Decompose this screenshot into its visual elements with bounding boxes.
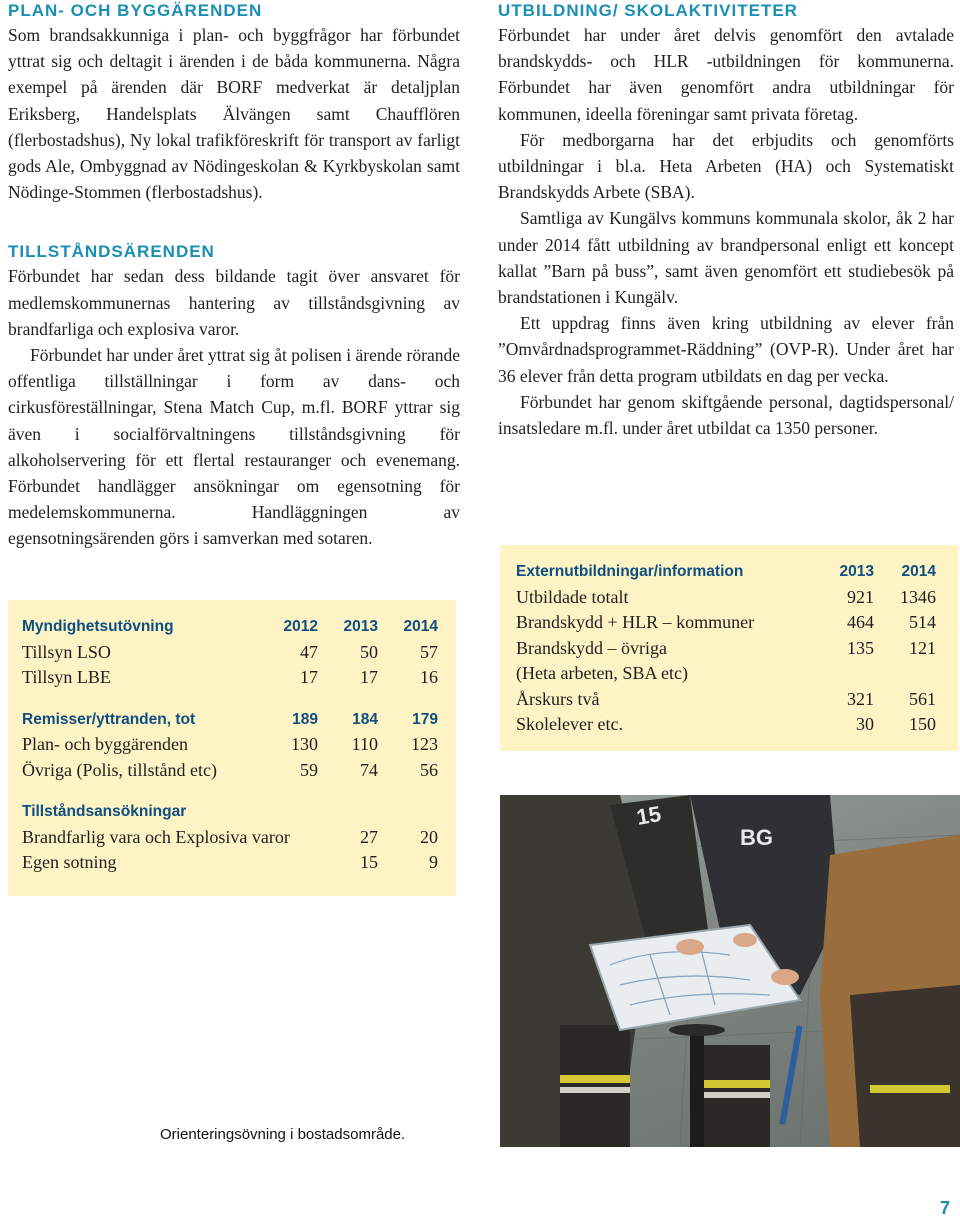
row-value: 1346 bbox=[900, 586, 936, 607]
row-value: 20 bbox=[420, 826, 438, 847]
table-row bbox=[516, 687, 936, 713]
right-column bbox=[498, 0, 954, 441]
table-header-year: 2013 bbox=[343, 618, 378, 635]
row-value: 514 bbox=[909, 612, 936, 632]
table-row bbox=[22, 825, 438, 851]
row-label: Utbildade totalt bbox=[516, 586, 629, 607]
row-value: 30 bbox=[856, 714, 874, 734]
plan-paragraph: Som brandsakkunniga i plan- och byggfrågor har förbundet yttrat sig och deltagit i ärenden i de båda kommunerna. Några exempel på ärenden där BORF medverkat är detaljplan Eriksberg, Handelsplats Älvängen samt Chaufflören (flerbostadshus), Ny lokal trafikföreskrift för transport av farligt gods Ale, Ombyggnad av Nödingeskolan & Kyrkbyskolan samt Nödinge-Stommen (flerbostadshus). bbox=[8, 25, 460, 203]
table-header-year: 2012 bbox=[283, 618, 318, 635]
table-header-row bbox=[22, 799, 438, 825]
table-row bbox=[22, 640, 438, 666]
vest-number: 15 bbox=[634, 801, 663, 830]
table-header-label: Remisser/yttranden, tot bbox=[22, 710, 196, 728]
myndighet-table-box bbox=[8, 600, 456, 896]
table-row bbox=[516, 661, 936, 687]
utbildning-paragraph-5: Förbundet har genom skiftgående personal, dagtidspersonal/ insatsledare m.fl. under året utbildat ca 1350 personer. bbox=[498, 391, 954, 439]
table-header-label: Externutbildningar/information bbox=[516, 563, 744, 580]
row-value: 74 bbox=[360, 759, 378, 780]
table-header-value: 189 bbox=[292, 710, 318, 728]
extern-table bbox=[516, 559, 936, 738]
row-label: Övriga (Polis, tillstånd etc) bbox=[22, 759, 217, 780]
utbildning-paragraph-1: Förbundet har under året delvis genomfört den avtalade brandskydds- och HLR -utbildningen för kommunerna. Förbundet har även genomfört andra utbildningar för kommunen, ideella föreningar samt privata företag. bbox=[498, 25, 954, 124]
row-value: 130 bbox=[291, 734, 318, 754]
table-header-label: Myndighetsutövning bbox=[22, 618, 174, 635]
photo-firefighters bbox=[500, 795, 960, 1147]
utbildning-paragraph-2: För medborgarna har det erbjudits och genomförts utbildningar i bl.a. Heta Arbeten (HA) och Systematiskt Brandskydds Arbete (SBA). bbox=[498, 129, 954, 203]
tillstand-paragraph-1: Förbundet har sedan dess bildande tagit över ansvaret för medlemskommunernas hantering av tillståndsgivning av brandfarliga och explosiva varor. bbox=[8, 266, 460, 339]
row-value: 561 bbox=[909, 688, 936, 709]
row-label: Tillsyn LBE bbox=[22, 667, 111, 687]
row-value: 121 bbox=[909, 637, 936, 658]
row-label: Skolelever etc. bbox=[516, 714, 623, 734]
table-header-value: 184 bbox=[352, 710, 378, 728]
row-value bbox=[804, 661, 874, 687]
table-row bbox=[516, 585, 936, 611]
row-label: Brandskydd – övriga bbox=[516, 637, 667, 658]
utbildning-paragraph-3: Samtliga av Kungälvs kommuns kommunala skolor, åk 2 har under 2014 fått utbildning av brandpersonal enligt ett koncept kallat ”Barn på buss”, samt även genomfört ett studiebesök på brandstationen i Kungälv. bbox=[498, 208, 954, 308]
table-row bbox=[516, 712, 936, 738]
row-value: 15 bbox=[360, 852, 378, 872]
row-label: Egen sotning bbox=[22, 852, 117, 872]
photo-caption: Orienteringsövning i bostadsområde. bbox=[160, 1126, 406, 1143]
section-heading-tillstand: TILLSTÅNDSÄRENDEN bbox=[8, 242, 215, 262]
row-value: 321 bbox=[847, 688, 874, 709]
row-label: Brandfarlig vara och Explosiva varor bbox=[22, 826, 290, 847]
table-header-value: 179 bbox=[412, 710, 438, 728]
row-value: 110 bbox=[351, 734, 378, 754]
table-row bbox=[516, 610, 936, 636]
table-header-row bbox=[22, 614, 438, 640]
table-header-row bbox=[22, 707, 438, 733]
row-value: 56 bbox=[420, 759, 438, 780]
row-value: 27 bbox=[360, 826, 378, 847]
table-row bbox=[22, 732, 438, 758]
table-header-year: 2014 bbox=[403, 618, 438, 635]
row-label: Årskurs två bbox=[516, 688, 600, 709]
row-value: 464 bbox=[847, 612, 874, 632]
row-value: 16 bbox=[420, 667, 438, 687]
section-heading-utbildning: UTBILDNING/ SKOLAKTIVITETER bbox=[498, 1, 798, 20]
row-value: 17 bbox=[360, 667, 378, 687]
table-header-label: Tillståndsansökningar bbox=[22, 803, 187, 820]
table-header-year: 2014 bbox=[901, 563, 936, 580]
photo-illustration bbox=[500, 795, 960, 1147]
row-label: Plan- och byggärenden bbox=[22, 734, 188, 754]
left-column bbox=[8, 0, 460, 552]
extern-table-box bbox=[500, 545, 958, 751]
row-value: 17 bbox=[300, 667, 318, 687]
tillstand-paragraph-2: Förbundet har under året yttrat sig åt polisen i ärende rörande offentliga tillställningar i form av dans- och cirkusföreställningar, Stena Match Cup, m.fl. BORF yttrar sig även i socialförvaltningens tillståndsgivning för alkoholservering för ett flertal restauranger och evenemang. Förbundet handlägger ansökningar om egensotning för medelemskommunerna. Handläggningen av egensotningsärenden görs i samverkan med sotaren. bbox=[8, 345, 460, 549]
row-value: 123 bbox=[411, 734, 438, 754]
row-value: 150 bbox=[909, 714, 936, 734]
section-heading-plan: PLAN- OCH BYGGÄRENDEN bbox=[8, 1, 263, 20]
table-row bbox=[22, 665, 438, 691]
row-value: 57 bbox=[420, 641, 438, 662]
myndighet-table bbox=[22, 614, 438, 876]
row-value bbox=[874, 661, 936, 687]
table-header-row bbox=[516, 559, 936, 585]
row-value: 921 bbox=[847, 586, 874, 607]
table-row bbox=[22, 758, 438, 784]
table-header-year: 2013 bbox=[839, 563, 874, 580]
row-value: 50 bbox=[360, 641, 378, 662]
helmet-text: BG bbox=[740, 825, 773, 850]
row-value: 9 bbox=[429, 852, 438, 872]
row-value: 47 bbox=[300, 641, 318, 662]
row-value: 59 bbox=[300, 759, 318, 780]
utbildning-paragraph-4: Ett uppdrag finns även kring utbildning av elever från ”Omvårdnadsprogrammet-Räddning” (OVP-R). Under året har 36 elever från detta program utbildats en dag per vecka. bbox=[498, 313, 954, 386]
row-label: (Heta arbeten, SBA etc) bbox=[516, 663, 688, 683]
row-label: Tillsyn LSO bbox=[22, 641, 111, 662]
table-row bbox=[516, 636, 936, 662]
row-value: 135 bbox=[847, 637, 874, 658]
page-number: 7 bbox=[940, 1198, 951, 1218]
table-row bbox=[22, 850, 438, 876]
row-label: Brandskydd + HLR – kommuner bbox=[516, 612, 755, 632]
